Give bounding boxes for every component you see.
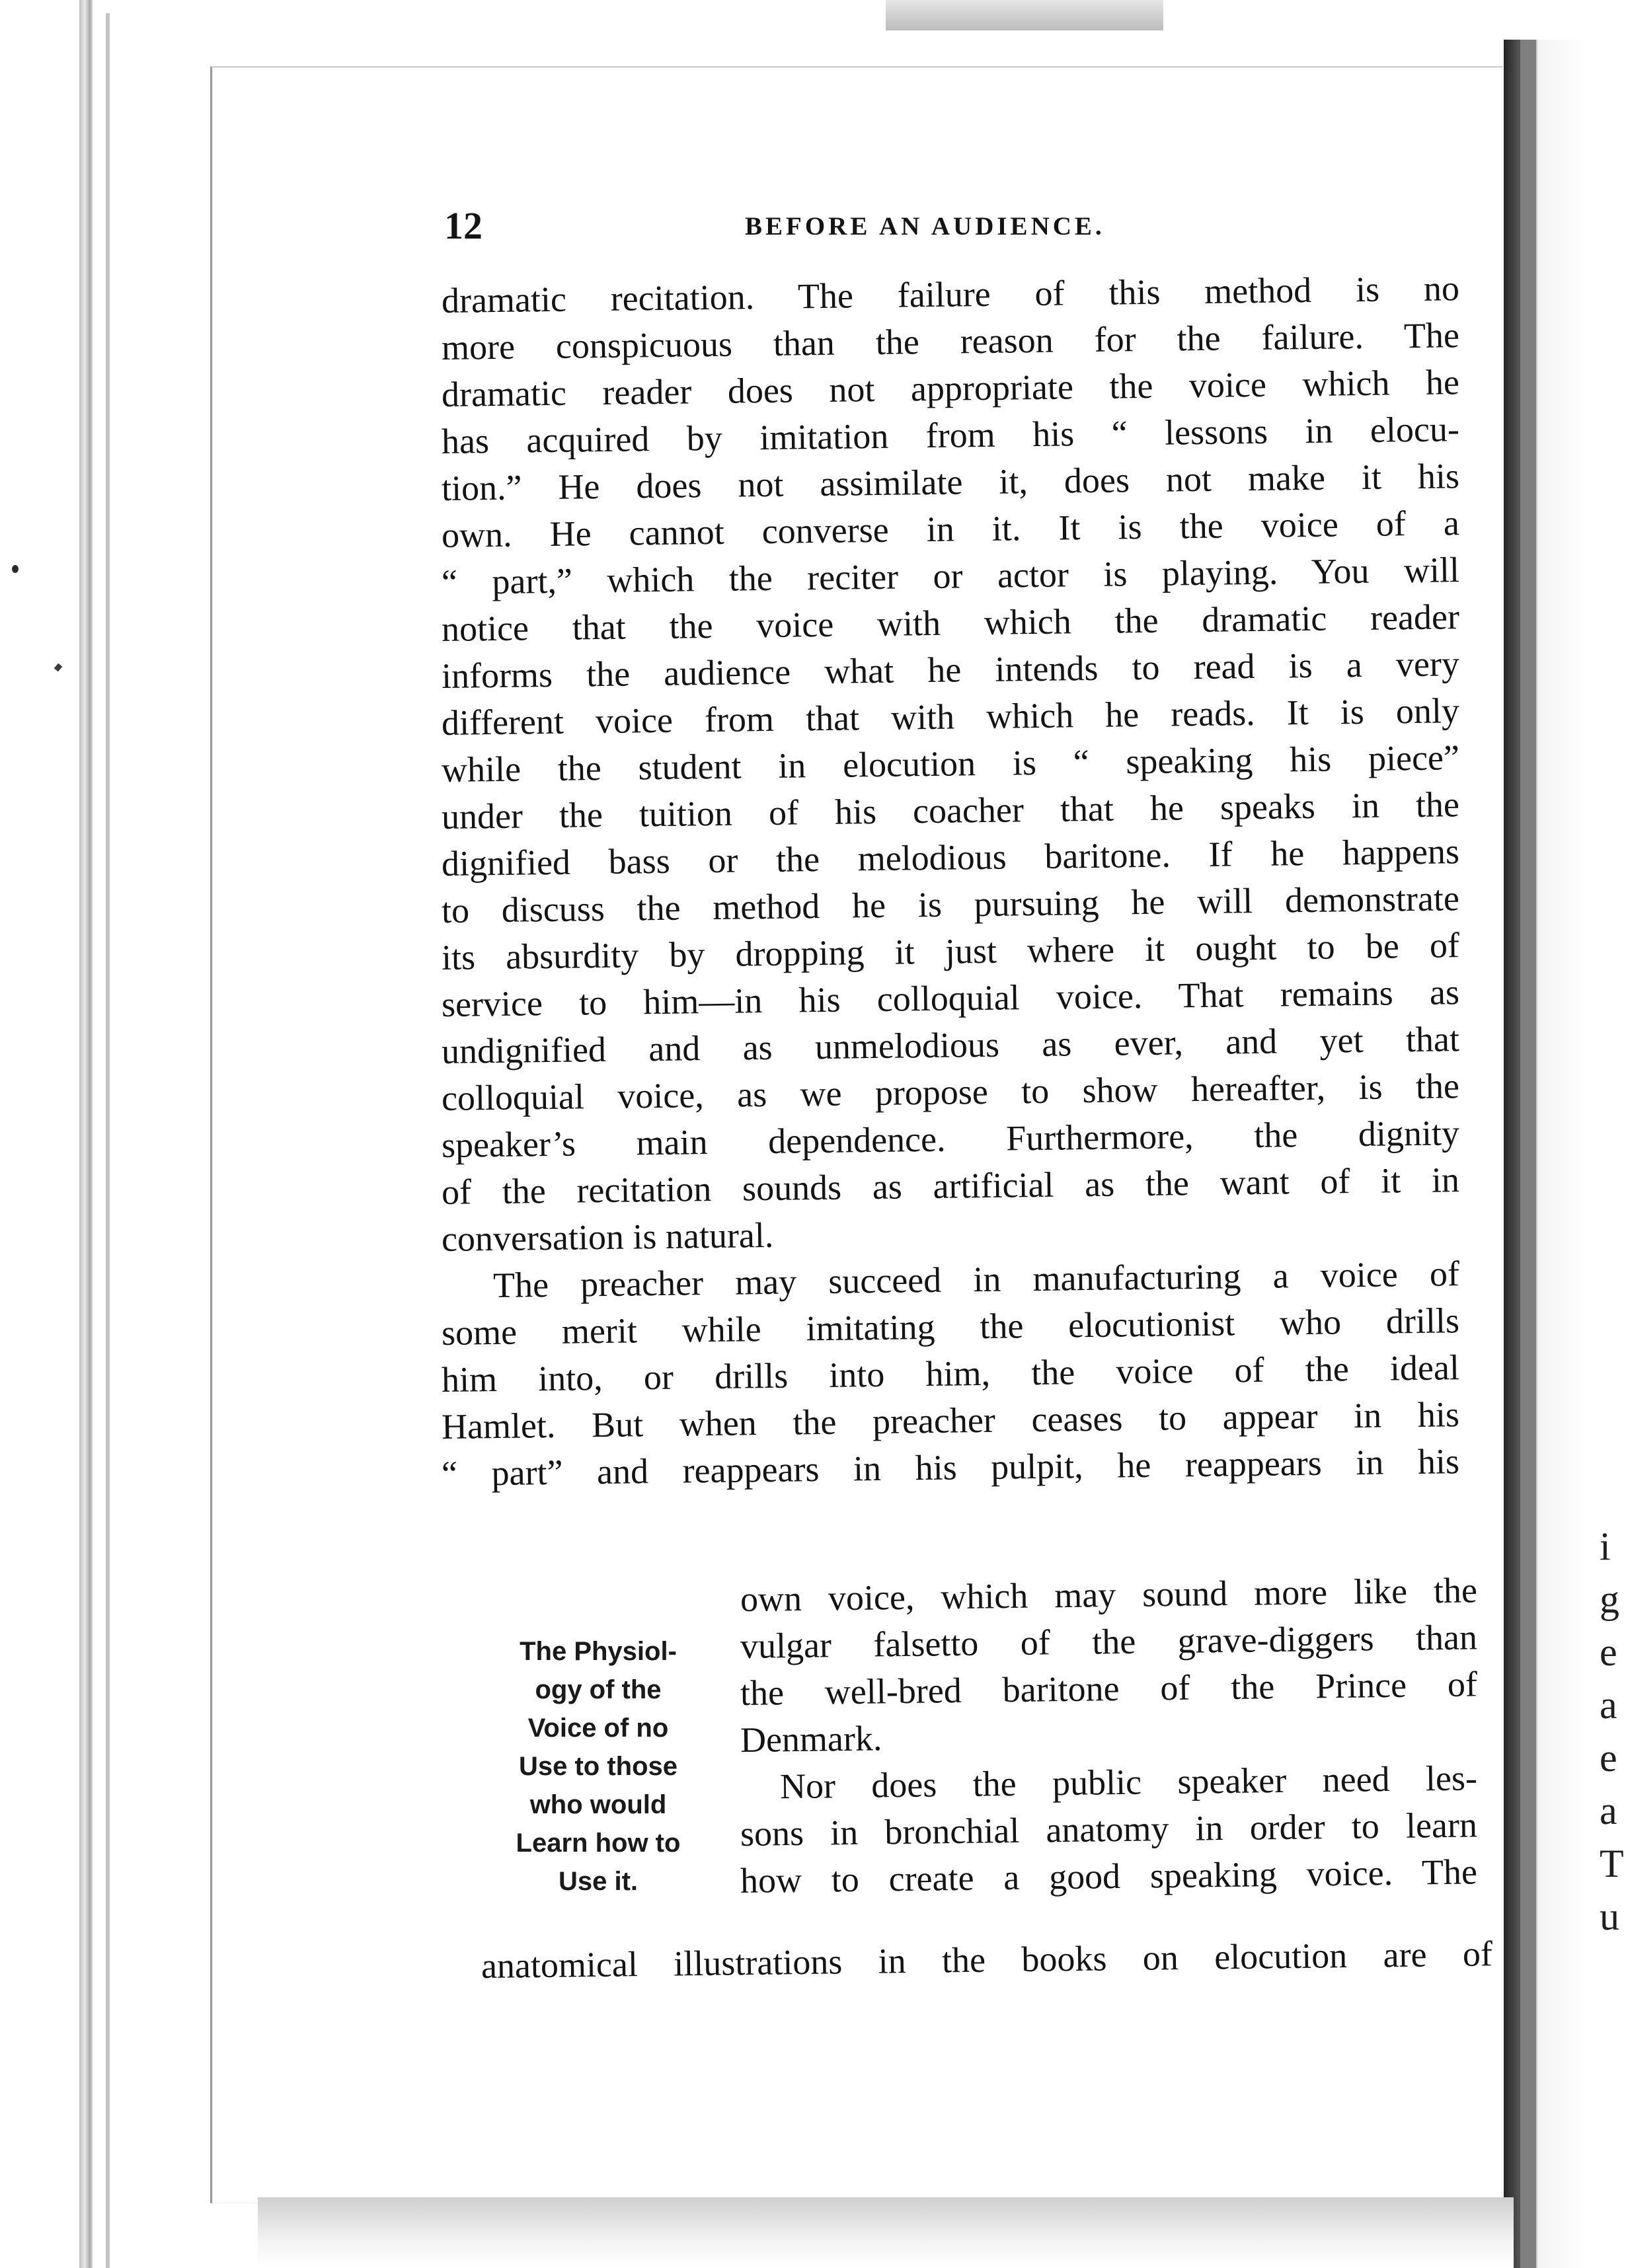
- text-line: dramatic recitation. The failure of this method is no: [441, 268, 1460, 321]
- text-line: while the student in elocution is “ speaking his piece”: [441, 737, 1460, 790]
- edge-letter: e: [1600, 1630, 1617, 1674]
- text-line: dignified bass or the melodious baritone. If he happens: [441, 831, 1460, 884]
- marginal-note-line: Use it.: [558, 1867, 639, 1896]
- final-text-line: [481, 1934, 1493, 1990]
- text-line: him into, or drills into him, the voice of the ideal: [441, 1347, 1460, 1400]
- page-number: 12: [444, 204, 483, 247]
- text-line: notice that the voice with which the dramatic reader: [441, 597, 1460, 649]
- text-line: undignified and as unmelodious as ever, and yet that: [441, 1019, 1460, 1071]
- scan-speck: [54, 663, 63, 672]
- text-line: speaker’s main dependence. Furthermore, the dignity: [441, 1113, 1460, 1165]
- scan-top-strip: [886, 0, 1163, 30]
- marginal-note-line: Use to those: [518, 1752, 678, 1781]
- text-line: how to create a good speaking voice. The: [740, 1852, 1478, 1901]
- text-line: “ part” and reappears in his pulpit, he reappears in his: [441, 1441, 1460, 1493]
- marginal-note: [469, 1632, 727, 1901]
- text-line: under the tuition of his coacher that he speaks in the: [441, 784, 1460, 837]
- text-line: vulgar falsetto of the grave-diggers than: [740, 1617, 1478, 1666]
- text-line: some merit while imitating the elocutionist who drills: [441, 1301, 1460, 1353]
- text-line: Nor does the public speaker need les-: [779, 1758, 1478, 1807]
- book-binding-line: [106, 13, 110, 2268]
- text-line: its absurdity by dropping it just where it ought to be of: [441, 925, 1460, 977]
- text-line: conversation is natural.: [441, 1215, 774, 1259]
- text-line: of the recitation sounds as artificial as the want of it in: [441, 1160, 1460, 1212]
- running-head-title: BEFORE AN AUDIENCE.: [745, 212, 1105, 241]
- facing-page-gutter: [1520, 40, 1536, 2268]
- text-line: service to him—in his colloquial voice. That remains as: [441, 972, 1460, 1024]
- text-line: different voice from that with which he reads. It is only: [441, 691, 1460, 743]
- edge-letter: a: [1600, 1683, 1617, 1727]
- text-line: The preacher may succeed in manufacturing a voice of: [492, 1254, 1460, 1306]
- edge-letter: T: [1600, 1842, 1624, 1885]
- edge-letter: i: [1600, 1525, 1611, 1568]
- edge-letter: e: [1600, 1736, 1617, 1780]
- narrow-text-column: [740, 1570, 1500, 1905]
- text-line: own. He cannot converse in it. It is the voice of a: [441, 503, 1460, 555]
- edge-letter: g: [1600, 1577, 1619, 1621]
- page-bottom-shadow: [258, 2197, 1514, 2268]
- text-line: anatomical illustrations in the books on elocution are of: [481, 1934, 1493, 1986]
- text-line: the well-bred baritone of the Prince of: [740, 1664, 1478, 1713]
- marginal-note-line: ogy of the: [535, 1675, 662, 1704]
- text-line: to discuss the method he is pursuing he will demonstrate: [441, 878, 1460, 930]
- marginal-note-line: who would: [529, 1790, 667, 1819]
- text-line: dramatic reader does not appropriate the voice which he: [441, 362, 1460, 414]
- text-line: Denmark.: [740, 1718, 882, 1760]
- text-line: more conspicuous than the reason for the failure. The: [441, 315, 1460, 367]
- marginal-note-line: Learn how to: [516, 1829, 681, 1858]
- edge-letter: u: [1600, 1895, 1619, 1938]
- text-line: sons in bronchial anatomy in order to learn: [740, 1805, 1478, 1854]
- text-line: “ part,” which the reciter or actor is playing. You will: [441, 550, 1460, 602]
- text-line: own voice, which may sound more like the: [740, 1570, 1478, 1619]
- marginal-note-line: The Physiol-: [520, 1637, 677, 1666]
- scan-speck: [12, 565, 19, 573]
- facing-page-letters: [1600, 1520, 1626, 2049]
- text-line: colloquial voice, as we propose to show hereafter, is the: [441, 1066, 1460, 1118]
- text-line: Hamlet. But when the preacher ceases to appear in his: [441, 1394, 1460, 1447]
- marginal-note-line: Voice of no: [527, 1714, 669, 1743]
- facing-page-edge: [1504, 40, 1590, 2268]
- main-text: [441, 268, 1473, 1497]
- running-head: [444, 198, 1165, 258]
- edge-letter: a: [1600, 1789, 1617, 1833]
- book-binding-edge: [79, 0, 93, 2268]
- text-line: tion.” He does not assimilate it, does not make it his: [441, 456, 1460, 508]
- text-line: has acquired by imitation from his “ lessons in elocu-: [441, 409, 1460, 461]
- text-line: informs the audience what he intends to read is a very: [441, 644, 1460, 696]
